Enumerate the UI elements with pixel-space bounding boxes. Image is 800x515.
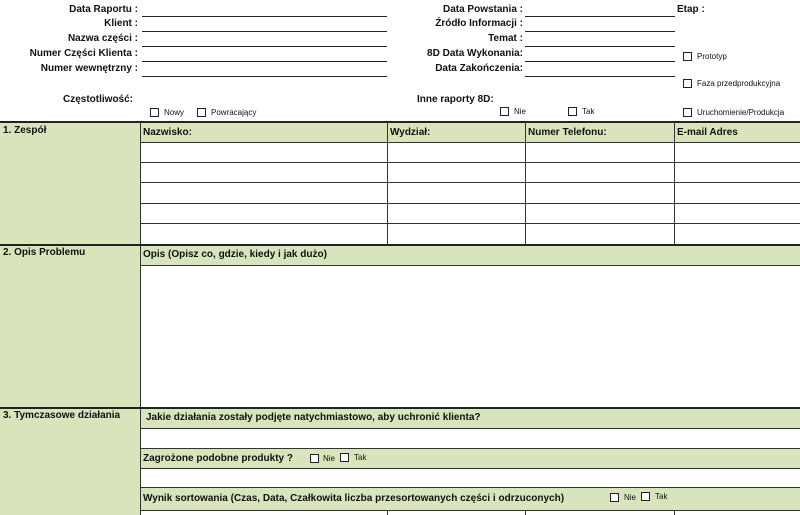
team-col-line <box>387 122 388 244</box>
label-nowy: Nowy <box>164 108 185 117</box>
checkbox-wynik-nie[interactable] <box>610 493 619 502</box>
team-col-numer-telefonu: Numer Telefonu: <box>528 127 607 138</box>
field-numer-czesci-klienta[interactable] <box>142 61 387 62</box>
temporary-row-line <box>140 487 800 488</box>
section-3-title: 3. Tymczasowe działania <box>3 410 121 421</box>
section-1-label-cell <box>0 123 140 244</box>
field-nazwa-czesci[interactable] <box>142 46 387 47</box>
label-prototyp: Prototyp <box>697 52 727 61</box>
field-data-zakonczenia[interactable] <box>525 76 675 77</box>
temporary-answer1-field[interactable] <box>141 429 800 447</box>
section-2-title: 2. Opis Problemu <box>3 247 86 258</box>
checkbox-zagrozone-tak[interactable] <box>340 453 349 462</box>
team-col-email: E-mail Adres <box>677 127 738 138</box>
label-data-raportu: Data Raportu : <box>69 4 138 15</box>
field-zrodlo-informacji[interactable] <box>525 31 675 32</box>
team-col-line <box>674 122 675 244</box>
divider-top <box>0 121 800 123</box>
section-3-label-cell <box>0 407 140 515</box>
label-uruchomienie-produkcja: Uruchomienie/Produkcja <box>697 108 785 117</box>
divider-section-3 <box>0 407 800 409</box>
label-inne-raporty-8d: Inne raporty 8D: <box>417 94 494 105</box>
field-temat[interactable] <box>525 46 675 47</box>
team-row-line <box>140 203 800 204</box>
label-czestotliwosc: Częstotliwość: <box>63 94 134 105</box>
label-etap: Etap : <box>677 4 705 15</box>
temporary-question3: Wynik sortowania (Czas, Data, Czałkowita liczba przesortowanych części i odrzuconych) <box>143 493 565 504</box>
label-inne-tak: Tak <box>582 107 595 116</box>
label-numer-czesci-klienta: Numer Części Klienta : <box>29 48 138 59</box>
temporary-row-line <box>140 510 800 511</box>
field-data-powstania[interactable] <box>525 16 675 17</box>
label-numer-wewnetrzny: Numer wewnętrzny : <box>40 63 138 74</box>
checkbox-inne-nie[interactable] <box>500 107 509 116</box>
problem-description-area[interactable] <box>141 266 800 406</box>
team-row-line <box>140 142 800 143</box>
label-data-powstania: Data Powstania : <box>442 4 523 15</box>
label-data-zakonczenia: Data Zakończenia: <box>435 63 523 74</box>
field-klient[interactable] <box>142 31 387 32</box>
label-zrodlo-informacji: Źródło Informacji : <box>435 18 523 29</box>
label-faza-przedprodukcyjna: Faza przedprodukcyjna <box>697 79 781 88</box>
temporary-col-line <box>525 510 526 515</box>
checkbox-wynik-tak[interactable] <box>641 492 650 501</box>
problem-description-header: Opis (Opisz co, gdzie, kiedy i jak dużo) <box>143 249 327 260</box>
field-data-raportu[interactable] <box>142 16 387 17</box>
team-col-line <box>525 122 526 244</box>
team-col-nazwisko: Nazwisko: <box>143 127 192 138</box>
label-zagrozone-tak: Tak <box>354 453 367 462</box>
temporary-question2: Zagrożone podobne produkty ? <box>143 453 293 464</box>
label-zagrozone-nie: Nie <box>323 454 336 463</box>
field-8d-data-wykonania[interactable] <box>525 61 675 62</box>
temporary-row-line <box>140 448 800 449</box>
section-2-label-cell <box>0 244 140 407</box>
checkbox-zagrozone-nie[interactable] <box>310 454 319 463</box>
team-row-line <box>140 182 800 183</box>
team-col-wydzial: Wydział: <box>390 127 431 138</box>
label-klient: Klient : <box>104 18 138 29</box>
temporary-answer2-field[interactable] <box>141 469 800 486</box>
team-row-line <box>140 223 800 224</box>
field-numer-wewnetrzny[interactable] <box>142 76 387 77</box>
checkbox-inne-tak[interactable] <box>568 107 577 116</box>
label-nazwa-czesci: Nazwa części : <box>67 33 138 44</box>
section-1-title: 1. Zespół <box>3 125 47 136</box>
temporary-question1: Jakie działania zostały podjęte natychmiastowo, aby uchronić klienta? <box>146 412 481 423</box>
label-powracajacy: Powracający <box>211 108 257 117</box>
divider-section-2 <box>0 244 800 246</box>
checkbox-nowy[interactable] <box>150 108 159 117</box>
label-wynik-nie: Nie <box>624 493 637 502</box>
checkbox-uruchomienie-produkcja[interactable] <box>683 108 692 117</box>
checkbox-prototyp[interactable] <box>683 52 692 61</box>
label-8d-data-wykonania: 8D Data Wykonania: <box>427 48 523 59</box>
checkbox-powracajacy[interactable] <box>197 108 206 117</box>
temporary-col-line <box>674 510 675 515</box>
temporary-col-line <box>387 510 388 515</box>
label-temat: Temat : <box>488 33 523 44</box>
team-row-line <box>140 162 800 163</box>
checkbox-faza-przedprodukcyjna[interactable] <box>683 79 692 88</box>
label-inne-nie: Nie <box>514 107 527 116</box>
label-wynik-tak: Tak <box>655 492 668 501</box>
